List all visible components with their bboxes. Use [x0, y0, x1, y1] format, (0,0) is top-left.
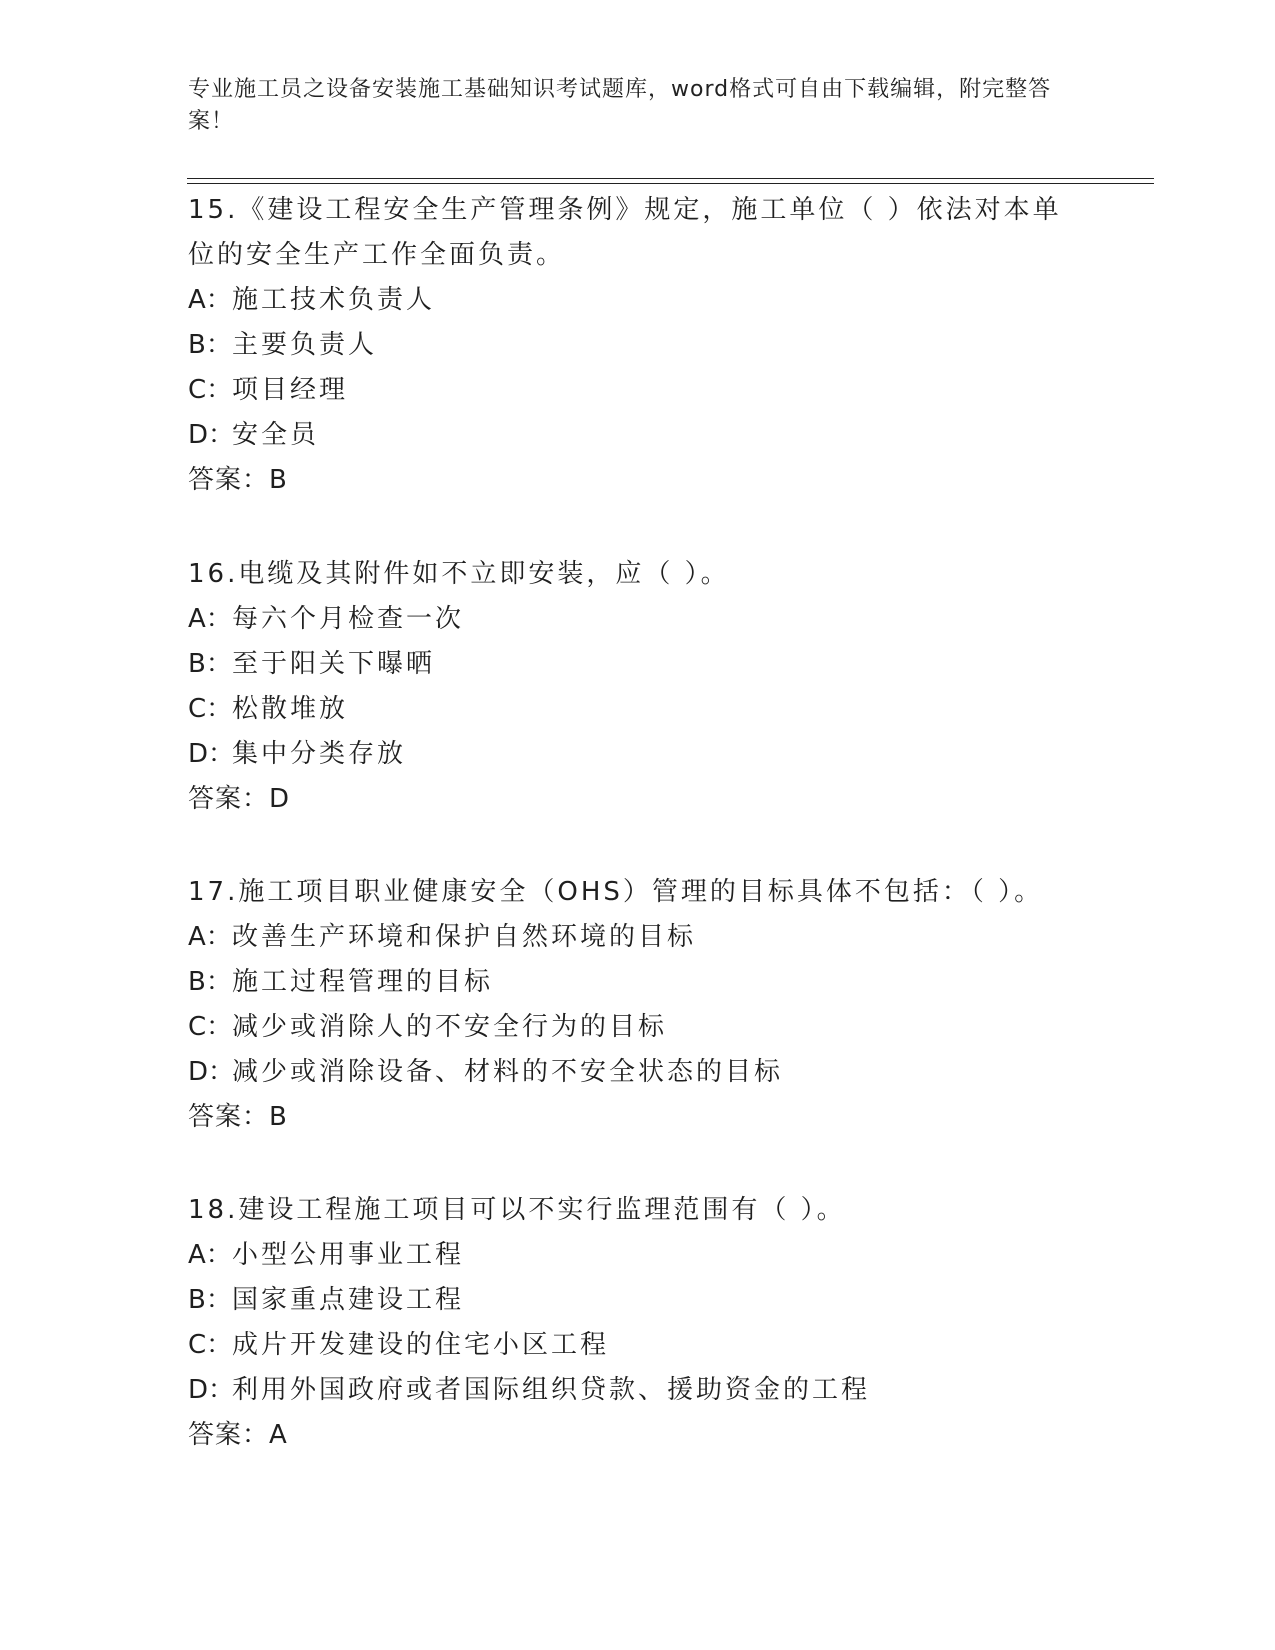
question-stem: 17.施工项目职业健康安全（OHS）管理的目标具体不包括：（ ）。	[188, 877, 1044, 907]
option-letter: A：	[188, 1240, 232, 1270]
option-a	[188, 597, 1088, 642]
answer: 答案：B	[188, 465, 288, 495]
option-letter: B：	[188, 967, 232, 997]
option-letter: C：	[188, 694, 233, 724]
question-16	[188, 552, 1088, 822]
question-stem: 18.建设工程施工项目可以不实行监理范围有（ ）。	[188, 1195, 846, 1225]
answer: 答案：D	[188, 784, 291, 814]
option-letter: D：	[188, 1375, 235, 1405]
question-18	[188, 1188, 1088, 1458]
option-text: 项目经理	[232, 375, 349, 405]
option-c	[188, 1323, 1088, 1368]
question-stem: 16.电缆及其附件如不立即安装，应（ ）。	[188, 559, 730, 589]
option-letter: D：	[188, 739, 235, 769]
option-letter: A：	[188, 604, 232, 634]
option-letter: B：	[188, 1285, 232, 1315]
option-c	[188, 368, 1088, 413]
answer: 答案：B	[188, 1102, 288, 1132]
option-c	[188, 687, 1088, 732]
option-letter: C：	[188, 1012, 233, 1042]
option-text: 减少或消除设备、材料的不安全状态的目标	[232, 1057, 784, 1087]
option-text: 安全员	[232, 420, 320, 450]
header-divider-bottom	[187, 183, 1154, 184]
document-header	[188, 74, 1068, 138]
answer: 答案：A	[188, 1420, 288, 1450]
option-text: 每六个月检查一次	[232, 604, 465, 634]
option-text: 国家重点建设工程	[232, 1285, 465, 1315]
question-stem: 15.《建设工程安全生产管理条例》规定，施工单位（ ）依法对本单位的安全生产工作全面负责。	[188, 195, 1062, 270]
option-letter: D：	[188, 1057, 235, 1087]
option-text: 施工技术负责人	[232, 285, 436, 315]
header-divider-top	[187, 178, 1154, 179]
option-text: 小型公用事业工程	[232, 1240, 465, 1270]
option-letter: B：	[188, 330, 232, 360]
option-text: 利用外国政府或者国际组织贷款、援助资金的工程	[232, 1375, 871, 1405]
question-17	[188, 870, 1088, 1140]
option-a	[188, 278, 1088, 323]
option-text: 成片开发建设的住宅小区工程	[232, 1330, 610, 1360]
option-letter: D：	[188, 420, 235, 450]
option-text: 改善生产环境和保护自然环境的目标	[232, 922, 697, 952]
option-text: 至于阳关下曝晒	[232, 649, 436, 679]
option-a	[188, 1233, 1088, 1278]
option-a	[188, 915, 1088, 960]
option-text: 减少或消除人的不安全行为的目标	[232, 1012, 668, 1042]
option-c	[188, 1005, 1088, 1050]
option-b	[188, 1278, 1088, 1323]
option-d	[188, 1050, 1088, 1095]
option-b	[188, 642, 1088, 687]
option-letter: A：	[188, 922, 232, 952]
option-d	[188, 732, 1088, 777]
option-letter: C：	[188, 375, 233, 405]
option-b	[188, 960, 1088, 1005]
option-text: 松散堆放	[232, 694, 349, 724]
question-15	[188, 188, 1088, 503]
option-letter: B：	[188, 649, 232, 679]
option-d	[188, 413, 1088, 458]
option-text: 施工过程管理的目标	[232, 967, 494, 997]
header-text: 专业施工员之设备安装施工基础知识考试题库，word格式可自由下载编辑，附完整答案！	[188, 77, 1052, 134]
option-b	[188, 323, 1088, 368]
option-letter: A：	[188, 285, 232, 315]
option-text: 集中分类存放	[232, 739, 407, 769]
option-d	[188, 1368, 1088, 1413]
option-text: 主要负责人	[232, 330, 378, 360]
option-letter: C：	[188, 1330, 233, 1360]
